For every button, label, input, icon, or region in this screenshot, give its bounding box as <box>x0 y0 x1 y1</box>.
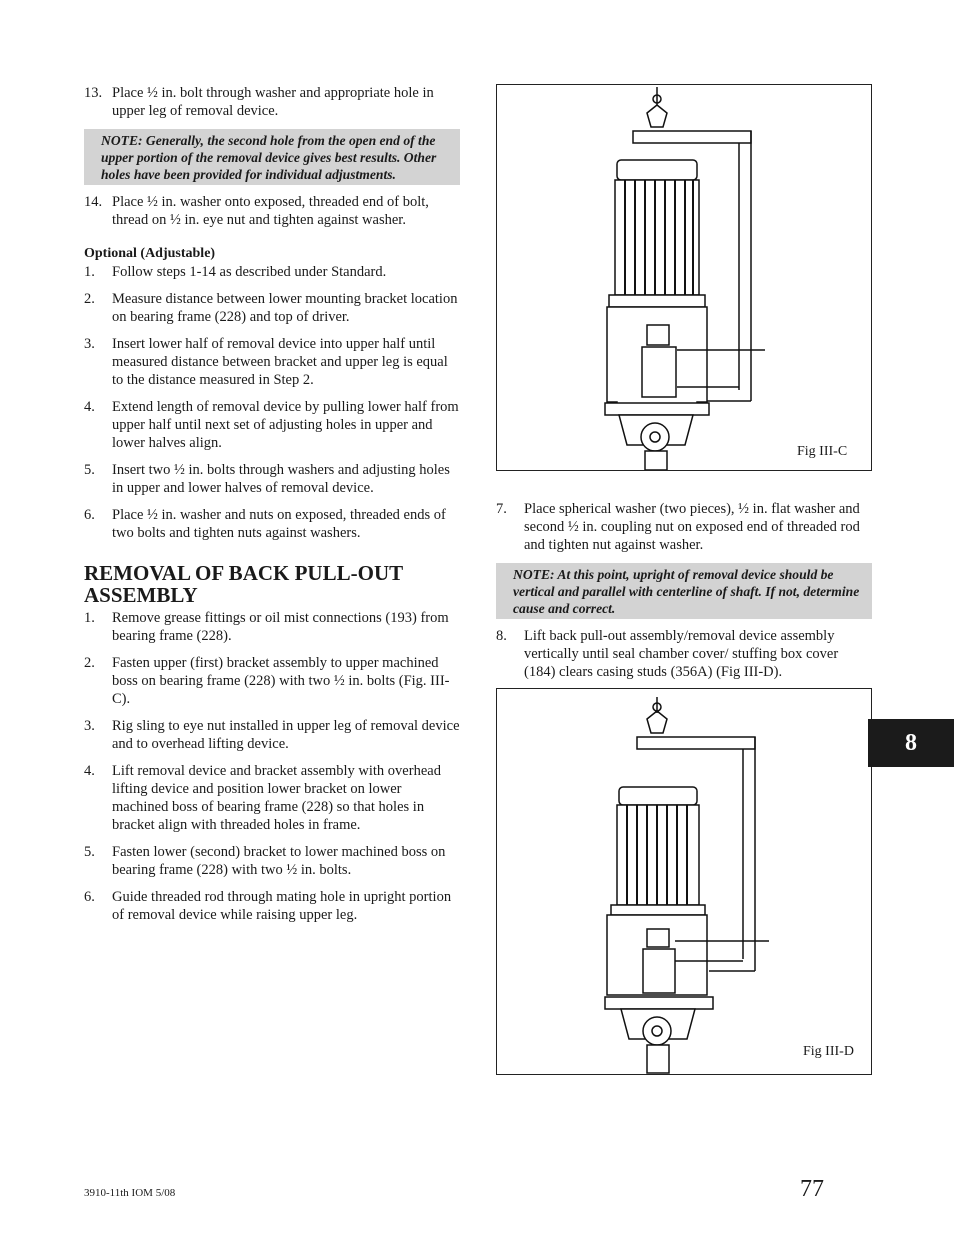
list-item <box>84 398 460 452</box>
list-item <box>84 193 460 229</box>
fig-iii-c-caption: Fig III-C <box>797 444 848 459</box>
step-text: Fasten upper (first) bracket assembly to upper machined boss on bearing frame (228) with two ½ in. bolts (Fig. III-C). <box>112 655 450 707</box>
list-item <box>84 263 460 281</box>
step-number: 6. <box>84 889 95 905</box>
step-text: Place ½ in. washer and nuts on exposed, threaded ends of two bolts and tighten nuts against washers. <box>112 507 446 541</box>
step-number: 2. <box>84 655 95 671</box>
list-item <box>84 609 460 645</box>
step-text: Lift back pull-out assembly/removal device assembly vertically until seal chamber cover/ stuffing box cover (184) clears casing studs (356A) (Fig III-D). <box>524 628 839 680</box>
step-text: Remove grease fittings or oil mist connections (193) from bearing frame (228). <box>112 610 449 644</box>
step-number: 4. <box>84 399 95 415</box>
step-number: 4. <box>84 763 95 779</box>
list-item <box>84 335 460 389</box>
list-item <box>84 84 460 120</box>
optional-heading: Optional (Adjustable) <box>84 246 216 261</box>
steps-eight <box>496 627 872 681</box>
step-number: 3. <box>84 336 95 352</box>
figure-iii-c <box>496 84 872 471</box>
right-column <box>496 500 872 690</box>
list-item <box>84 762 460 834</box>
list-item <box>496 627 872 681</box>
section-title: REMOVAL OF BACK PULL-OUT ASSEMBLY <box>84 561 403 607</box>
page-number: 77 <box>800 1176 824 1202</box>
step-number: 5. <box>84 462 95 478</box>
step-number: 2. <box>84 291 95 307</box>
steps-standard-final <box>84 193 460 229</box>
step-text: Measure distance between lower mounting bracket location on bearing frame (228) and top of driver. <box>112 291 458 325</box>
note-upright-vertical: NOTE: At this point, upright of removal device should be vertical and parallel with centerline of shaft. If not, determine cause and correct. <box>496 563 872 619</box>
figure-iii-d <box>496 688 872 1075</box>
list-item <box>84 888 460 924</box>
list-item <box>84 461 460 497</box>
step-number: 1. <box>84 264 95 280</box>
step-text: Fasten lower (second) bracket to lower machined boss on bearing frame (228) with two ½ in. bolts. <box>112 844 446 878</box>
list-item <box>84 290 460 326</box>
steps-seven <box>496 500 872 554</box>
step-text: Lift removal device and bracket assembly with overhead lifting device and position lower bracket on lower machined boss of bearing frame (228) so that holes in bracket align with threaded holes in frame. <box>112 763 441 833</box>
pump-removal-illustration-c <box>497 85 871 470</box>
step-number: 7. <box>496 501 507 517</box>
steps-standard-end <box>84 84 460 120</box>
list-item <box>84 506 460 542</box>
list-item <box>496 500 872 554</box>
step-number: 3. <box>84 718 95 734</box>
list-item <box>84 717 460 753</box>
step-text: Place ½ in. bolt through washer and appropriate hole in upper leg of removal device. <box>112 85 434 119</box>
removal-steps-list <box>84 609 460 924</box>
step-number: 6. <box>84 507 95 523</box>
step-number: 8. <box>496 628 507 644</box>
left-column <box>84 84 460 933</box>
step-text: Insert lower half of removal device into upper half until measured distance between bracket and upper leg is equal to the distance measured in Step 2. <box>112 336 448 388</box>
step-text: Place spherical washer (two pieces), ½ in. flat washer and second ½ in. coupling nut on exposed end of threaded rod and tighten nut against washer. <box>524 501 860 553</box>
list-item <box>84 654 460 708</box>
step-text: Extend length of removal device by pulling lower half from upper half until next set of adjusting holes in upper and lower halves align. <box>112 399 459 451</box>
fig-iii-d-caption: Fig III-D <box>803 1044 854 1059</box>
step-number: 13. <box>84 85 103 101</box>
section-tab: 8 <box>868 719 954 767</box>
step-text: Follow steps 1-14 as described under Standard. <box>112 264 387 280</box>
step-text: Place ½ in. washer onto exposed, threaded end of bolt, thread on ½ in. eye nut and tighten against washer. <box>112 194 429 228</box>
step-number: 14. <box>84 194 103 210</box>
step-text: Insert two ½ in. bolts through washers and adjusting holes in upper and lower halves of removal device. <box>112 462 450 496</box>
pump-removal-illustration-d <box>497 689 871 1074</box>
step-number: 5. <box>84 844 95 860</box>
step-text: Rig sling to eye nut installed in upper leg of removal device and to overhead lifting device. <box>112 718 460 752</box>
note-second-hole: NOTE: Generally, the second hole from the open end of the upper portion of the removal device gives best results. Other holes have been provided for individual adjustments. <box>84 129 460 185</box>
step-number: 1. <box>84 610 95 626</box>
step-text: Guide threaded rod through mating hole in upright portion of removal device while raising upper leg. <box>112 889 452 923</box>
optional-steps-list <box>84 263 460 542</box>
document-code: 3910-11th IOM 5/08 <box>84 1187 176 1199</box>
list-item <box>84 843 460 879</box>
